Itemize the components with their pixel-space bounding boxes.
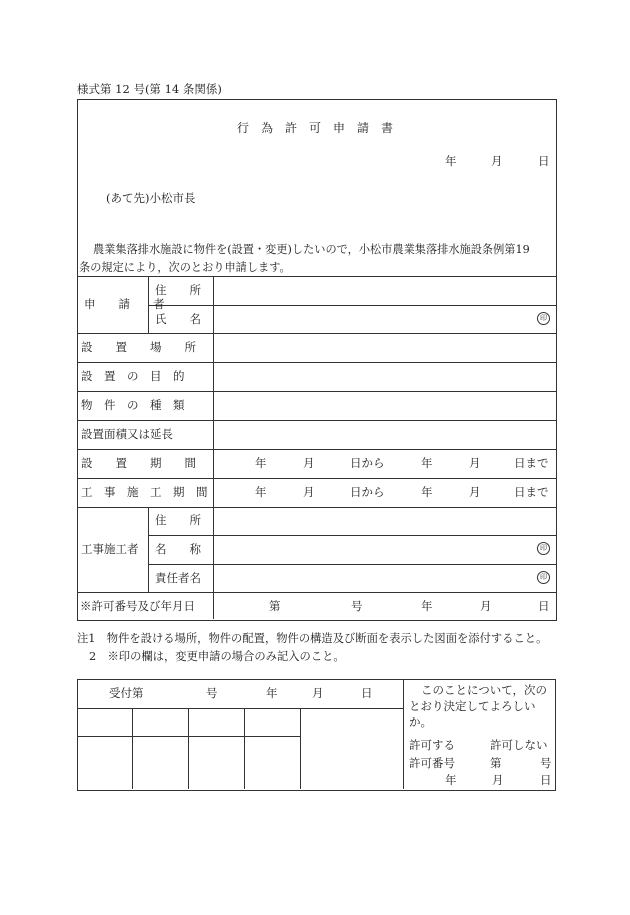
contractor-name-label: 名 称 <box>155 542 201 556</box>
receipt-line <box>77 736 301 737</box>
date-day: 日 <box>538 154 550 168</box>
table-line <box>77 362 556 363</box>
table-line <box>77 478 556 479</box>
period-start-day: 日から <box>350 456 385 470</box>
kind-label: 物 件 の 種 類 <box>81 398 185 412</box>
stamp-col-divider <box>244 708 245 789</box>
period-label: 設 置 期 間 <box>81 456 196 470</box>
permit-number-prefix: 第 <box>490 756 502 770</box>
stamp-col-divider <box>132 708 133 789</box>
applicant-name-label: 氏 名 <box>155 312 201 326</box>
location-label: 設 置 場 所 <box>81 340 196 354</box>
stamp-cell[interactable] <box>246 710 299 735</box>
table-line <box>77 391 556 392</box>
stamp-col-divider <box>300 708 301 789</box>
contractor-manager-label: 責任者名 <box>155 571 201 585</box>
decision-line2: とおり決定してよろしい <box>409 699 536 713</box>
addressee: (あて先)小松市長 <box>106 191 196 205</box>
table-line <box>149 535 556 536</box>
period-end-day: 日まで <box>514 456 549 470</box>
stamp-col-divider <box>188 708 189 789</box>
purpose-field[interactable] <box>215 364 553 390</box>
construction-end-month: 月 <box>469 485 481 499</box>
construction-start-year: 年 <box>255 485 267 499</box>
area-field[interactable] <box>215 422 553 448</box>
deny-option[interactable]: 許可しない <box>490 738 548 752</box>
table-line <box>77 592 556 593</box>
stamp-cell[interactable] <box>190 710 243 735</box>
permit-day: 日 <box>538 599 550 613</box>
period-end-year: 年 <box>421 456 433 470</box>
permit-month: 月 <box>480 599 492 613</box>
table-col-divider <box>148 507 149 592</box>
table-line <box>77 449 556 450</box>
receipt-go: 号 <box>206 686 218 700</box>
decision-line1: このことについて，次の <box>421 683 548 697</box>
table-line <box>77 333 556 334</box>
applicant-name-field[interactable] <box>215 307 533 332</box>
table-line <box>149 305 556 306</box>
seal-mark: 印 <box>537 571 550 584</box>
contractor-manager-field[interactable] <box>215 566 533 591</box>
contractor-address-label: 住 所 <box>155 513 201 527</box>
decision-line3: か。 <box>409 715 432 729</box>
contractor-name-field[interactable] <box>215 537 533 563</box>
permit-no-prefix: 第 <box>269 599 281 613</box>
receipt-divider <box>403 679 404 789</box>
application-statement-line1: 農業集落排水施設に物件を(設置・変更)したいので，小松市農業集落排水施設条例第19 <box>93 243 530 256</box>
date-month: 月 <box>491 154 503 168</box>
permit-number-suffix: 号 <box>540 756 552 770</box>
form-title: 行 為 許 可 申 請 書 <box>236 121 393 135</box>
contractor-label: 工事施工者 <box>81 542 139 556</box>
permit-no-suffix: 号 <box>351 599 363 613</box>
table-line <box>149 564 556 565</box>
kind-field[interactable] <box>215 393 553 419</box>
table-line <box>77 420 556 421</box>
decision-year: 年 <box>445 773 457 787</box>
receipt-month: 月 <box>312 686 324 700</box>
form-number-label: 様式第 12 号(第 14 条関係) <box>77 82 222 96</box>
applicant-label: 申 請 者 <box>84 297 165 311</box>
construction-end-year: 年 <box>421 485 433 499</box>
application-statement-line2: 条の規定により，次のとおり申請します。 <box>79 261 291 274</box>
contractor-address-field[interactable] <box>215 509 553 534</box>
table-col-divider <box>213 276 214 619</box>
decision-month: 月 <box>492 773 504 787</box>
permit-option[interactable]: 許可する <box>409 738 455 752</box>
purpose-label: 設 置 の 目 的 <box>81 369 185 383</box>
applicant-address-label: 住 所 <box>155 283 201 297</box>
period-start-year: 年 <box>255 456 267 470</box>
area-label: 設置面積又は延長 <box>81 427 173 441</box>
construction-end-day: 日まで <box>514 485 549 499</box>
decision-day: 日 <box>540 773 552 787</box>
date-year: 年 <box>445 154 457 168</box>
permit-number-label: ※許可番号及び年月日 <box>80 599 195 613</box>
seal-mark: 印 <box>537 542 550 555</box>
applicant-address-field[interactable] <box>215 278 553 304</box>
stamp-cell[interactable] <box>134 710 187 735</box>
construction-start-month: 月 <box>303 485 315 499</box>
receipt-label: 受付第 <box>109 686 144 700</box>
period-start-month: 月 <box>303 456 315 470</box>
location-field[interactable] <box>215 335 553 361</box>
note-1: 注1 物件を設ける場所，物件の配置，物件の構造及び断面を表示した図面を添付すること。 <box>77 632 548 645</box>
permit-number-caption: 許可番号 <box>409 756 455 770</box>
seal-mark: 印 <box>537 312 550 325</box>
construction-period-label: 工 事 施 工 期 間 <box>81 485 208 499</box>
receipt-day: 日 <box>361 686 373 700</box>
construction-start-day: 日から <box>350 485 385 499</box>
receipt-line <box>77 708 403 709</box>
permit-year: 年 <box>421 599 433 613</box>
stamp-cell[interactable] <box>79 710 131 735</box>
period-end-month: 月 <box>469 456 481 470</box>
note-2: 2 ※印の欄は，変更申請の場合のみ記入のこと。 <box>89 650 345 663</box>
receipt-year: 年 <box>266 686 278 700</box>
